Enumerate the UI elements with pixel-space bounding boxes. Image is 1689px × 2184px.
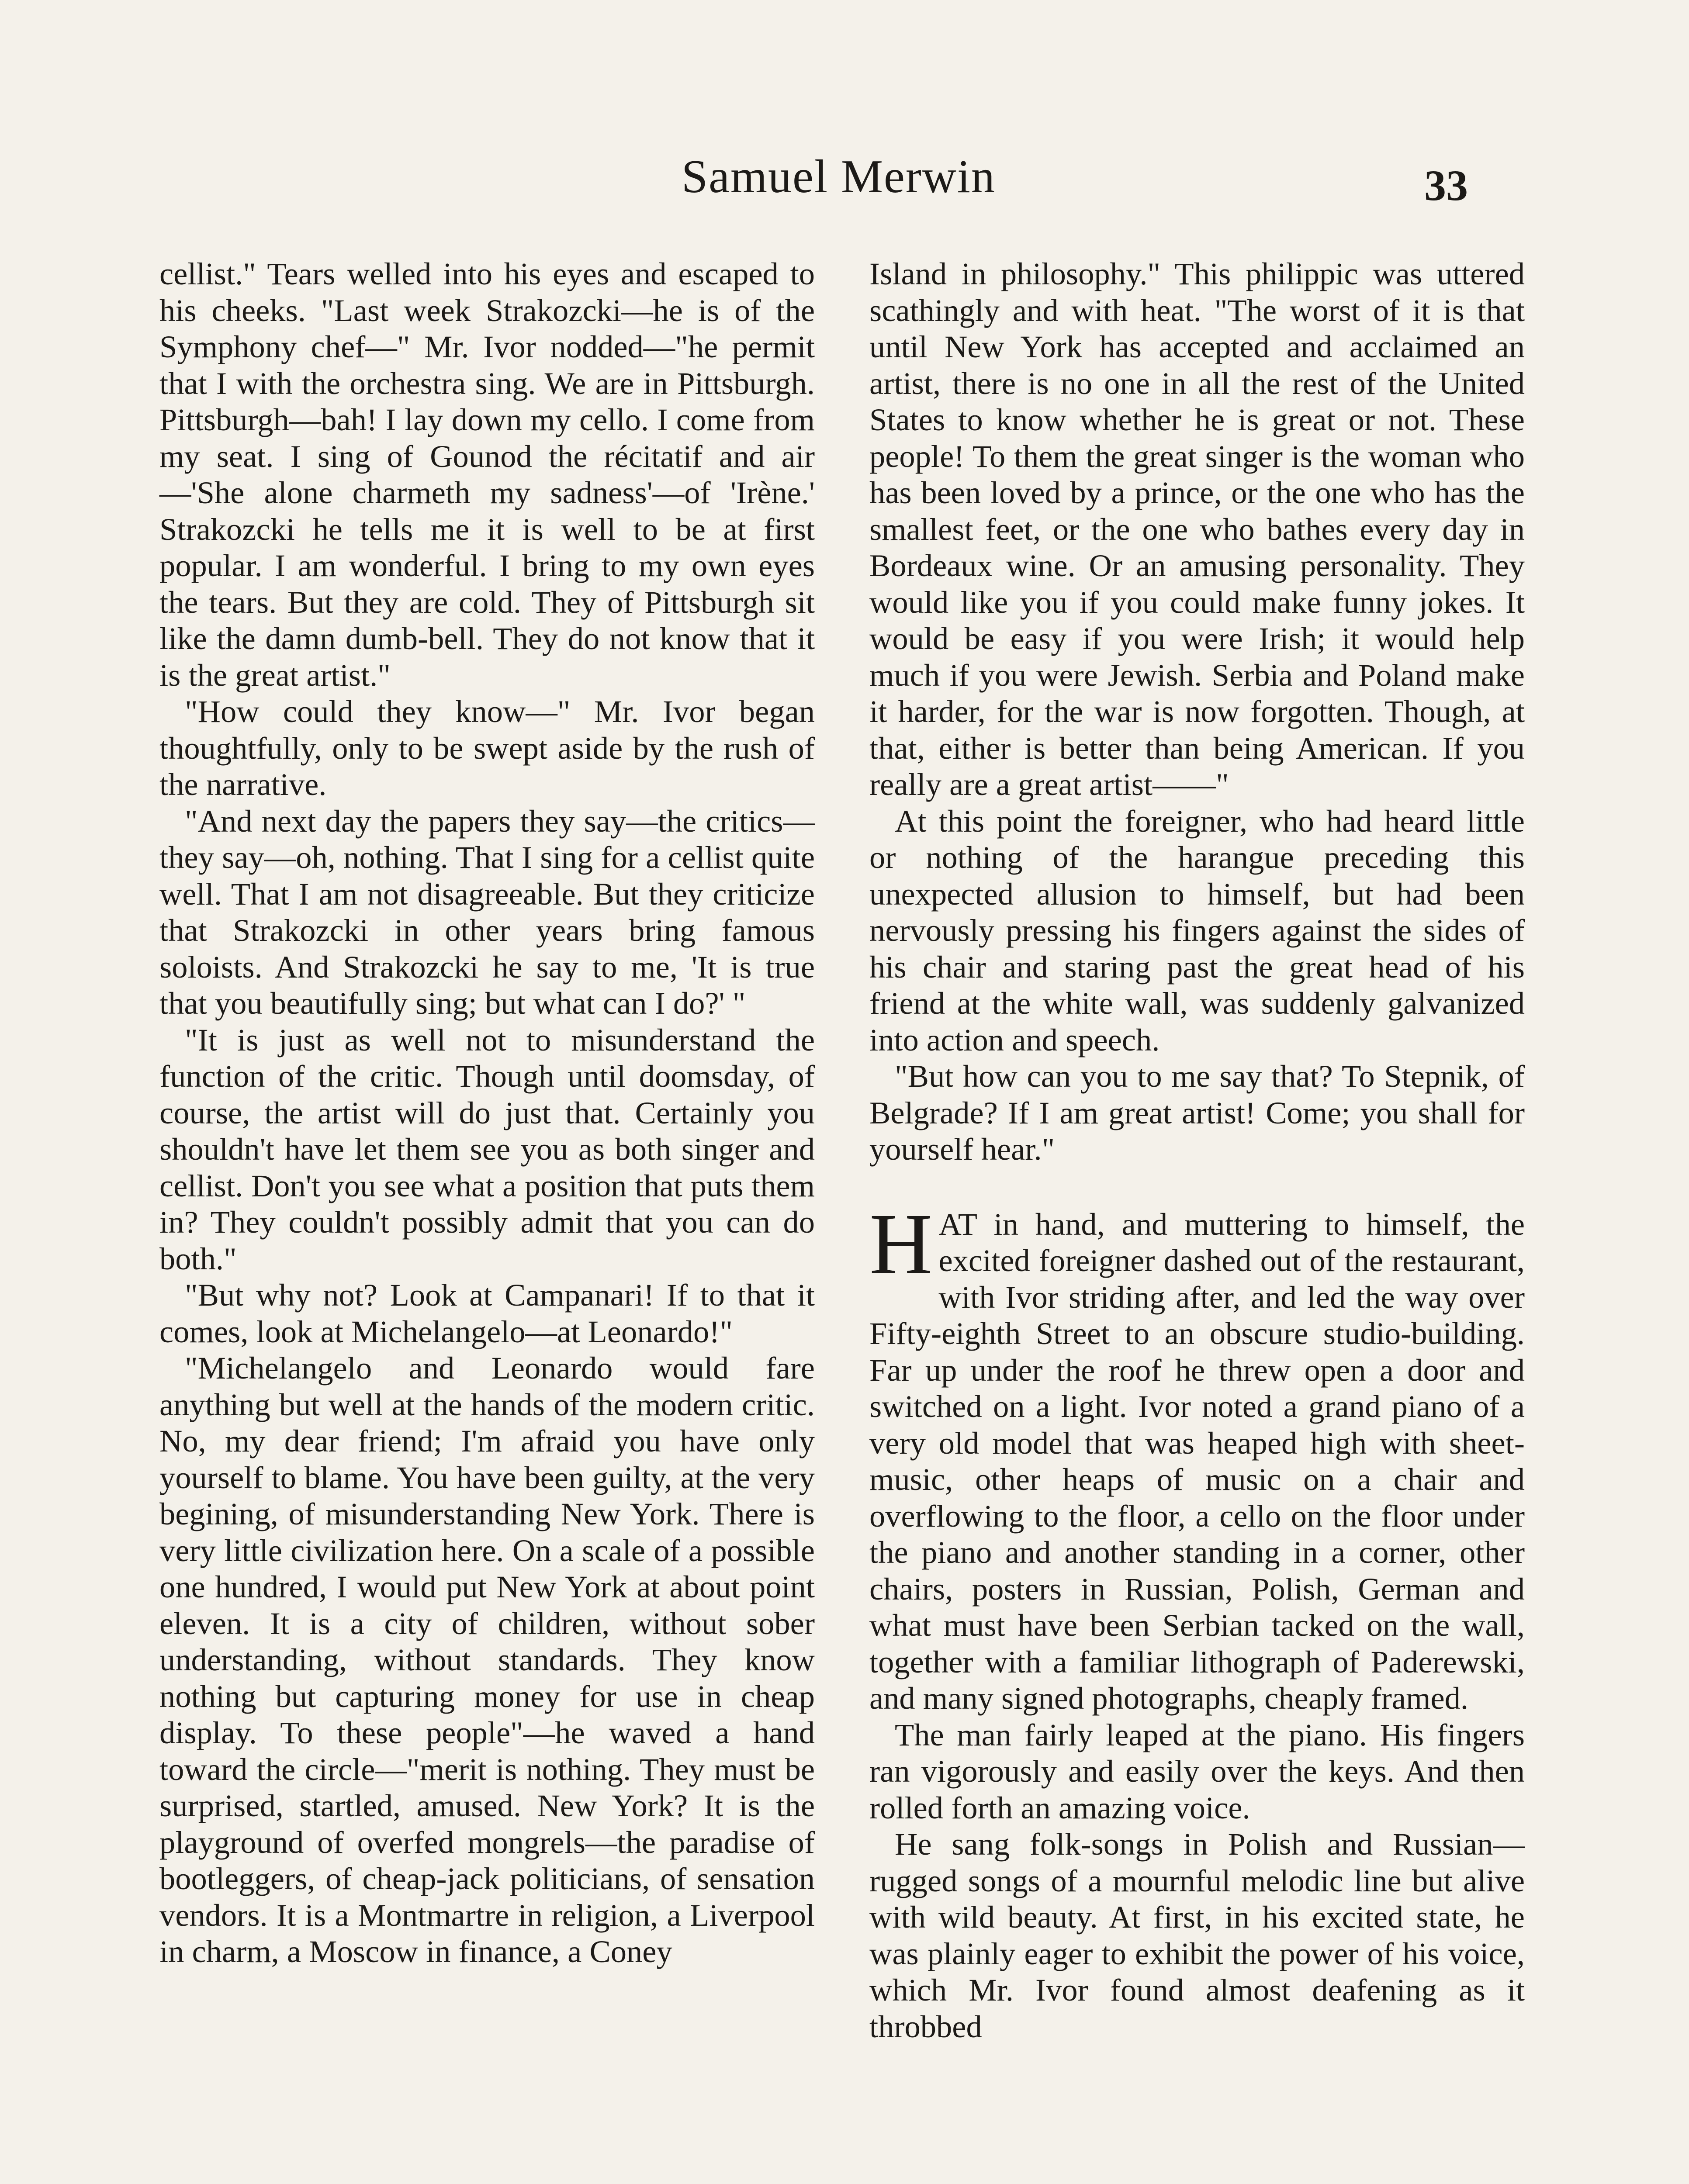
opening-text: AT in hand, and muttering to himself, the excited foreigner dashed out of the restaurant, with Ivor striding after, and led the way over Fifty-eighth Street to an obscure studio-building. Far up under the roof he threw open a door and switched on a light. Ivor noted a grand piano of a very old model that was heaped high with sheet-music, other heaps of music on a chair and overflowing to the floor, a cello on the floor under the piano and another standing in a corner, other chairs, posters in Russian, Polish, German and what must have been Serbian tacked on the wall, together with a familiar lithograph of Paderewski, and many signed photographs, cheaply framed. [869, 1206, 1525, 1716]
left-column [159, 256, 815, 1970]
paragraph: "But how can you to me say that? To Stepnik, of Belgrade? If I am great artist! Come; you shall for yourself hear." [869, 1058, 1525, 1167]
right-column [869, 256, 1525, 2045]
page-number: 33 [1424, 161, 1468, 210]
section-break [869, 1168, 1525, 1206]
drop-cap: H [869, 1196, 933, 1292]
paragraph: Island in philosophy." This philippic was uttered scathingly and with heat. "The worst of it is that until New York has accepted and acclaimed an artist, there is no one in all the rest of the United States to know whether he is great or not. These people! To them the great singer is the woman who has been loved by a prince, or the one who has the smallest feet, or the one who bathes every day in Bordeaux wine. Or an amusing personality. They would like you if you could make funny jokes. It would be easy if you were Irish; it would help much if you were Jewish. Serbia and Poland make it harder, for the war is now forgotten. Though, at that, either is better than being American. If you really are a great artist——" [869, 256, 1525, 802]
paragraph: The man fairly leaped at the piano. His fingers ran vigorously and easily over the keys. And then rolled forth an amazing voice. [869, 1717, 1525, 1825]
paragraph: He sang folk-songs in Polish and Russian—rugged songs of a mournful melodic line but alive with wild beauty. At first, in his excited state, he was plainly eager to exhibit the power of his voice, which Mr. Ivor found almost deafening as it throbbed [869, 1826, 1525, 2044]
paragraph: "How could they know—" Mr. Ivor began thoughtfully, only to be swept aside by the rush of the narrative. [159, 694, 815, 802]
paragraph: "It is just as well not to misunderstand the function of the critic. Though until doomsday, of course, the artist will do just that. Certainly you shouldn't have let them see you as both singer and cellist. Don't you see what a position that puts them in? They couldn't possibly admit that you can do both." [159, 1022, 815, 1276]
paragraph: At this point the foreigner, who had heard little or nothing of the harangue preceding this unexpected allusion to himself, but had been nervously pressing his fingers against the sides of his chair and staring past the great head of his friend at the white wall, was suddenly galvanized into action and speech. [869, 803, 1525, 1057]
running-head-author: Samuel Merwin [682, 151, 996, 203]
page-header [0, 144, 1689, 218]
paragraph: cellist." Tears welled into his eyes and escaped to his cheeks. "Last week Strakozcki—he is of the Symphony chef—" Mr. Ivor nodded—"he permit that I with the orchestra sing. We are in Pittsburgh. Pittsburgh—bah! I lay down my cello. I come from my seat. I sing of Gounod the récitatif and air—'She alone charmeth my sadness'—of 'Irène.' Strakozcki he tells me it is well to be at first popular. I am wonderful. I bring to my own eyes the tears. But they are cold. They of Pittsburgh sit like the damn dumb-bell. They do not know that it is the great artist." [159, 256, 815, 693]
paragraph: "But why not? Look at Campanari! If to that it comes, look at Michelangelo—at Leonardo!" [159, 1277, 815, 1349]
paragraph: "Michelangelo and Leonardo would fare anything but well at the hands of the modern critic. No, my dear friend; I'm afraid you have only yourself to blame. You have been guilty, at the very begining, of misunderstanding New York. There is very little civilization here. On a scale of a possible one hundred, I would put New York at about point eleven. It is a city of children, without sober understanding, without standards. They know nothing but capturing money for use in cheap display. To these people"—he waved a hand toward the circle—"merit is nothing. They must be surprised, startled, amused. New York? It is the playground of overfed mongrels—the paradise of bootleggers, of cheap-jack politicians, of sensation vendors. It is a Montmartre in religion, a Liverpool in charm, a Moscow in finance, a Coney [159, 1350, 815, 1969]
section-opening-paragraph [869, 1196, 1525, 1717]
paragraph: "And next day the papers they say—the critics—they say—oh, nothing. That I sing for a cellist quite well. That I am not disagreeable. But they criticize that Strakozcki in other years bring famous soloists. And Strakozcki he say to me, 'It is true that you beautifully sing; but what can I do?' " [159, 803, 815, 1021]
